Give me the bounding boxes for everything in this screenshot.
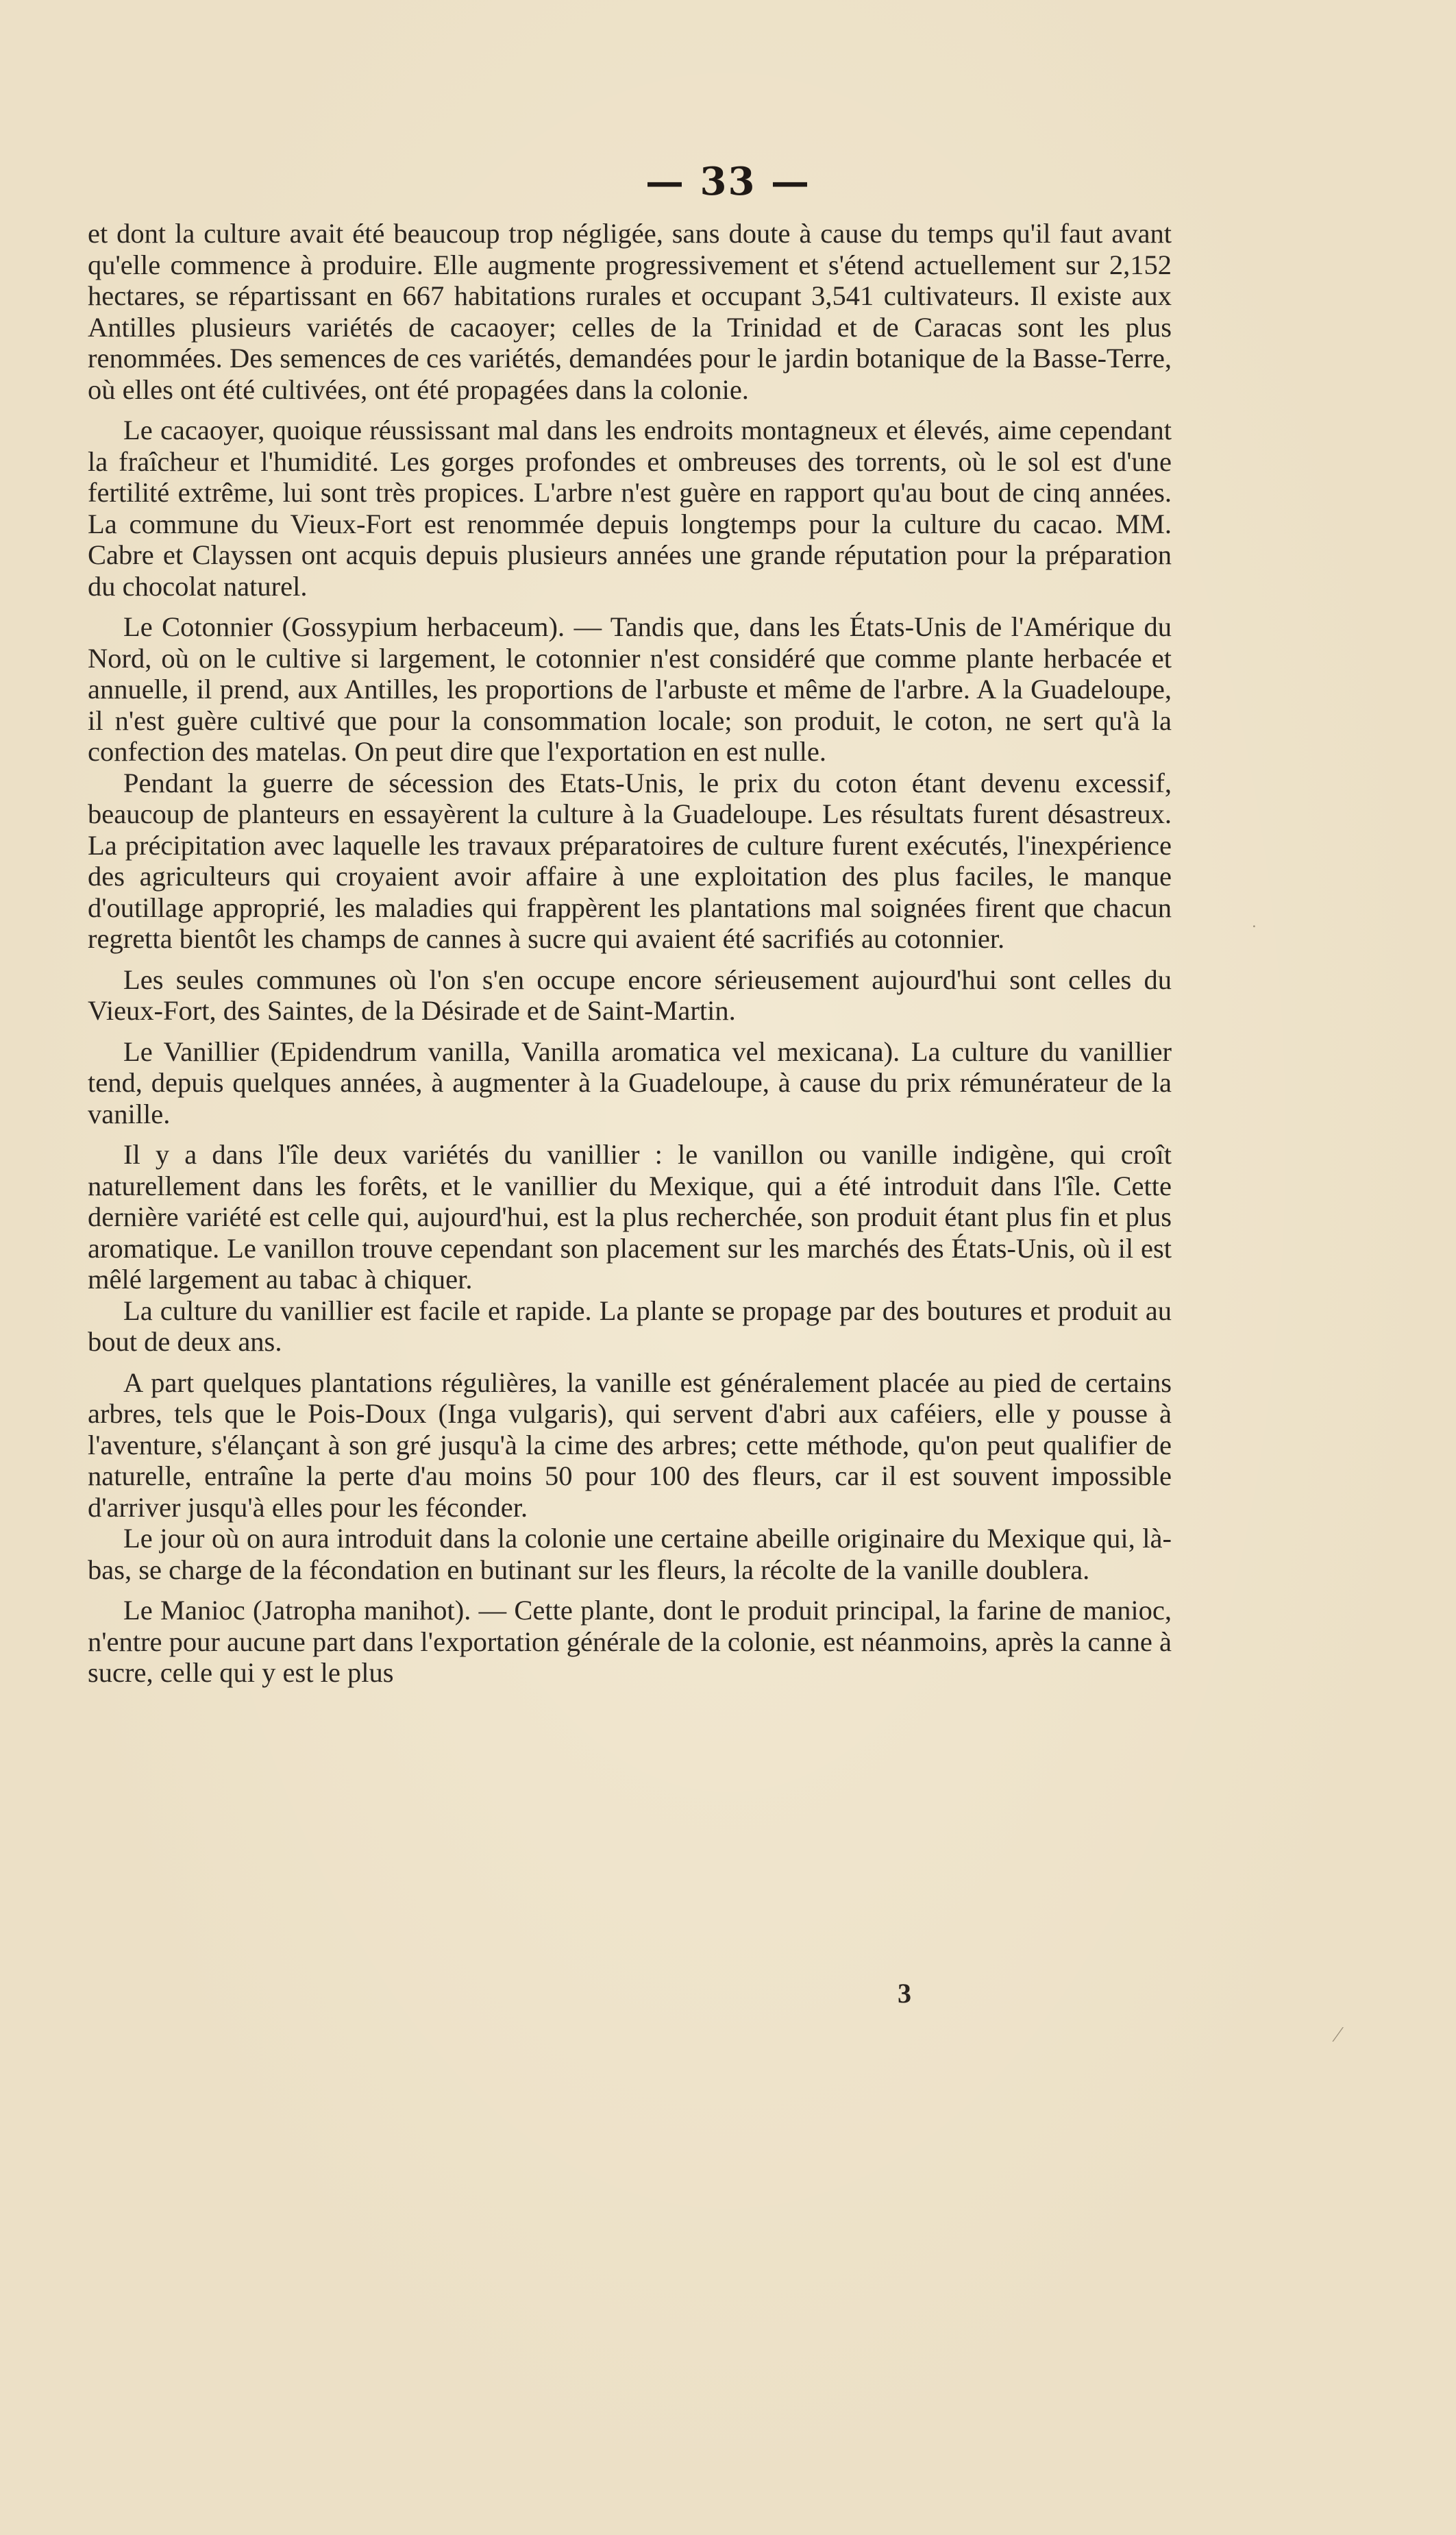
- paragraph-cotonnier: Le Cotonnier (Gossypium herbaceum). — Tandis que, dans les États-Unis de l'Amérique du Nord, où on le cultive si largement, le cotonnier n'est considéré que comme plante herbacée et annuelle, il prend, aux Antilles, les proportions de l'arbuste et même de l'arbre. A la Guadeloupe, il n'est guère cultivé que pour la consommation locale; son produit, le coton, ne sert qu'à la confection des matelas. On peut dire que l'exportation en est nulle.: [88, 611, 1172, 767]
- paragraph-vanillier: Le Vanillier (Epidendrum vanilla, Vanilla aromatica vel mexicana). La culture du vanillier tend, depuis quelques années, à augmenter à la Guadeloupe, à cause du prix rémunérateur de la vanille.: [88, 1036, 1172, 1129]
- stray-pen-mark: ⁄: [1336, 2022, 1340, 2046]
- body-text: [88, 218, 1172, 1689]
- paragraph-varietes-vanillier: Il y a dans l'île deux variétés du vanillier : le vanillon ou vanille indigène, qui croît naturellement dans les forêts, et le vanillier du Mexique, qui a été introduit dans l'île. Cette dernière variété est celle qui, aujourd'hui, est la plus recherchée, son produit étant plus fin et plus aromatique. Le vanillon trouve cependant son placement sur les marchés des États-Unis, où il est mêlé largement au tabac à chiquer.: [88, 1139, 1172, 1295]
- paragraph-communes-coton: Les seules communes où l'on s'en occupe encore sérieusement aujourd'hui sont celles du Vieux-Fort, des Saintes, de la Désirade et de Saint-Martin.: [88, 964, 1172, 1026]
- paragraph-cacaoyer: Le cacaoyer, quoique réussissant mal dans les endroits montagneux et élevés, aime cependant la fraîcheur et l'humidité. Les gorges profondes et ombreuses des torrents, où le sol est d'une fertilité extrême, lui sont très propices. L'arbre n'est guère en rapport qu'au bout de cinq années. La commune du Vieux-Fort est renommée depuis longtemps pour la culture du cacao. MM. Cabre et Clayssen ont acquis depuis plusieurs années une grande réputation pour la préparation du chocolat naturel.: [88, 415, 1172, 602]
- paragraph-culture-vanillier: La culture du vanillier est facile et rapide. La plante se propage par des boutures et produit au bout de deux ans.: [88, 1295, 1172, 1357]
- paragraph-cacao-continued: et dont la culture avait été beaucoup trop négligée, sans doute à cause du temps qu'il faut avant qu'elle commence à produire. Elle augmente progressivement et s'étend actuellement sur 2,152 hectares, se répartissant en 667 habitations rurales et occupant 3,541 cultivateurs. Il existe aux Antilles plusieurs variétés de cacaoyer; celles de la Trinidad et de Caracas sont les plus renommées. Des semences de ces variétés, demandées pour le jardin botanique de la Basse-Terre, où elles ont été cultivées, ont été propagées dans la colonie.: [88, 218, 1172, 405]
- paragraph-manioc: Le Manioc (Jatropha manihot). — Cette plante, dont le produit principal, la farine de manioc, n'entre pour aucune part dans l'exportation générale de la colonie, est néanmoins, après la canne à sucre, celle qui y est le plus: [88, 1595, 1172, 1688]
- paragraph-abeille-mexique: Le jour où on aura introduit dans la colonie une certaine abeille originaire du Mexique qui, là-bas, se charge de la fécondation en butinant sur les fleurs, la récolte de la vanille doublera.: [88, 1523, 1172, 1585]
- paragraph-plantations-vanille: A part quelques plantations régulières, la vanille est généralement placée au pied de certains arbres, tels que le Pois-Doux (Inga vulgaris), qui servent d'abri aux caféiers, elle y pousse à l'aventure, s'élançant à son gré jusqu'à la cime des arbres; cette méthode, qu'on peut qualifier de naturelle, entraîne la perte d'au moins 50 pour 100 des fleurs, car il est souvent impossible d'arriver jusqu'à elles pour les féconder.: [88, 1367, 1172, 1523]
- stray-speck: ˙: [1251, 922, 1257, 942]
- paragraph-guerre-secession: Pendant la guerre de sécession des Etats-Unis, le prix du coton étant devenu excessif, beaucoup de planteurs en essayèrent la culture à la Guadeloupe. Les résultats furent désastreux. La précipitation avec laquelle les travaux préparatoires de culture furent exécutés, l'inexpérience des agriculteurs qui croyaient avoir affaire à une exploitation des plus faciles, le manque d'outillage approprié, les maladies qui frappèrent les plantations mal soignées firent que chacun regretta bientôt les champs de cannes à sucre qui avaient été sacrifiés au cotonnier.: [88, 767, 1172, 954]
- page-number-header: — 33 —: [645, 159, 811, 204]
- signature-mark: 3: [898, 1978, 911, 2009]
